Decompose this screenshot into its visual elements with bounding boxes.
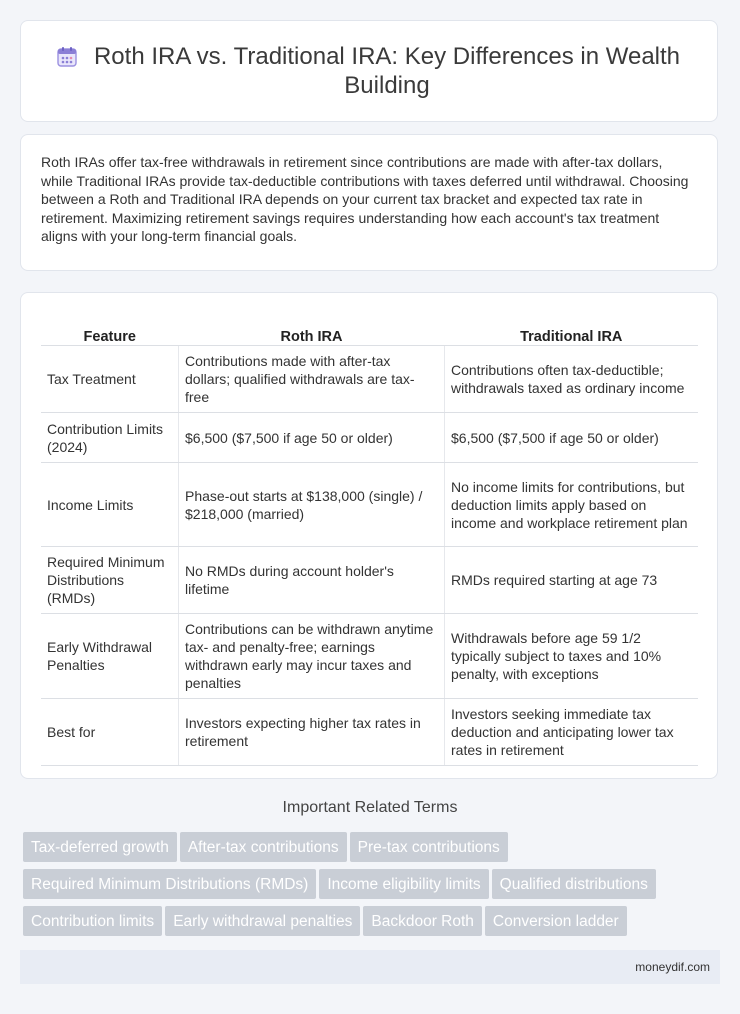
table-row — [41, 346, 698, 413]
related-term-tag[interactable]: Backdoor Roth — [363, 906, 482, 936]
related-term-tag[interactable]: Early withdrawal penalties — [165, 906, 360, 936]
feature-cell: Early Withdrawal Penalties — [41, 614, 179, 699]
related-term-tag[interactable]: After-tax contributions — [180, 832, 347, 862]
table-row — [41, 463, 698, 547]
header-traditional-ira: Traditional IRA — [445, 309, 699, 346]
related-term-tag[interactable]: Conversion ladder — [485, 906, 627, 936]
related-term-tag[interactable]: Tax-deferred growth — [23, 832, 177, 862]
feature-cell: Contribution Limits (2024) — [41, 413, 179, 463]
traditional-cell: $6,500 ($7,500 if age 50 or older) — [445, 413, 699, 463]
traditional-cell: Contributions often tax-deductible; withdrawals taxed as ordinary income — [445, 346, 699, 413]
table-row — [41, 699, 698, 766]
header-roth-ira: Roth IRA — [179, 309, 445, 346]
footer-site-link[interactable]: moneydif.com — [635, 960, 710, 974]
intro-card — [20, 134, 718, 271]
traditional-cell: Investors seeking immediate tax deduction and anticipating lower tax rates in retirement — [445, 699, 699, 766]
traditional-cell: Withdrawals before age 59 1/2 typically subject to taxes and 10% penalty, with exceptions — [445, 614, 699, 699]
related-term-tag[interactable]: Contribution limits — [23, 906, 162, 936]
feature-cell: Tax Treatment — [41, 346, 179, 413]
roth-cell: No RMDs during account holder's lifetime — [179, 547, 445, 614]
comparison-card — [20, 292, 718, 779]
table-row — [41, 614, 698, 699]
related-terms-title: Important Related Terms — [282, 799, 458, 816]
header-feature: Feature — [41, 309, 179, 346]
comparison-table — [41, 309, 698, 766]
table-header-row — [41, 309, 698, 346]
feature-cell: Best for — [41, 699, 179, 766]
traditional-cell: RMDs required starting at age 73 — [445, 547, 699, 614]
calendar-icon — [56, 46, 78, 68]
intro-paragraph: Roth IRAs offer tax-free withdrawals in retirement since contributions are made with after-tax dollars, while Traditional IRAs provide tax-deductible contributions with taxes deferred until withdrawal. Choosing between a Roth and Traditional IRA depends on your current tax bracket and expected tax rate in retirement. Maximizing retirement savings requires understanding how each account's tax treatment aligns with your long-term financial goals. — [41, 154, 689, 244]
related-term-tag[interactable]: Required Minimum Distributions (RMDs) — [23, 869, 316, 899]
roth-cell: $6,500 ($7,500 if age 50 or older) — [179, 413, 445, 463]
roth-cell: Investors expecting higher tax rates in retirement — [179, 699, 445, 766]
related-term-tag[interactable]: Pre-tax contributions — [350, 832, 508, 862]
roth-cell: Contributions can be withdrawn anytime tax- and penalty-free; earnings withdrawn early may incur taxes and penalties — [179, 614, 445, 699]
traditional-cell: No income limits for contributions, but deduction limits apply based on income and workplace retirement plan — [445, 463, 699, 547]
feature-cell: Required Minimum Distributions (RMDs) — [41, 547, 179, 614]
related-term-tag[interactable]: Qualified distributions — [492, 869, 656, 899]
title-card — [20, 20, 718, 122]
table-row — [41, 547, 698, 614]
roth-cell: Phase-out starts at $138,000 (single) / $218,000 (married) — [179, 463, 445, 547]
roth-cell: Contributions made with after-tax dollars; qualified withdrawals are tax-free — [179, 346, 445, 413]
table-row — [41, 413, 698, 463]
feature-cell: Income Limits — [41, 463, 179, 547]
related-terms-list — [23, 832, 723, 943]
page-title: Roth IRA vs. Traditional IRA: Key Differences in Wealth Building — [93, 43, 681, 99]
footer — [20, 950, 720, 984]
related-term-tag[interactable]: Income eligibility limits — [319, 869, 488, 899]
